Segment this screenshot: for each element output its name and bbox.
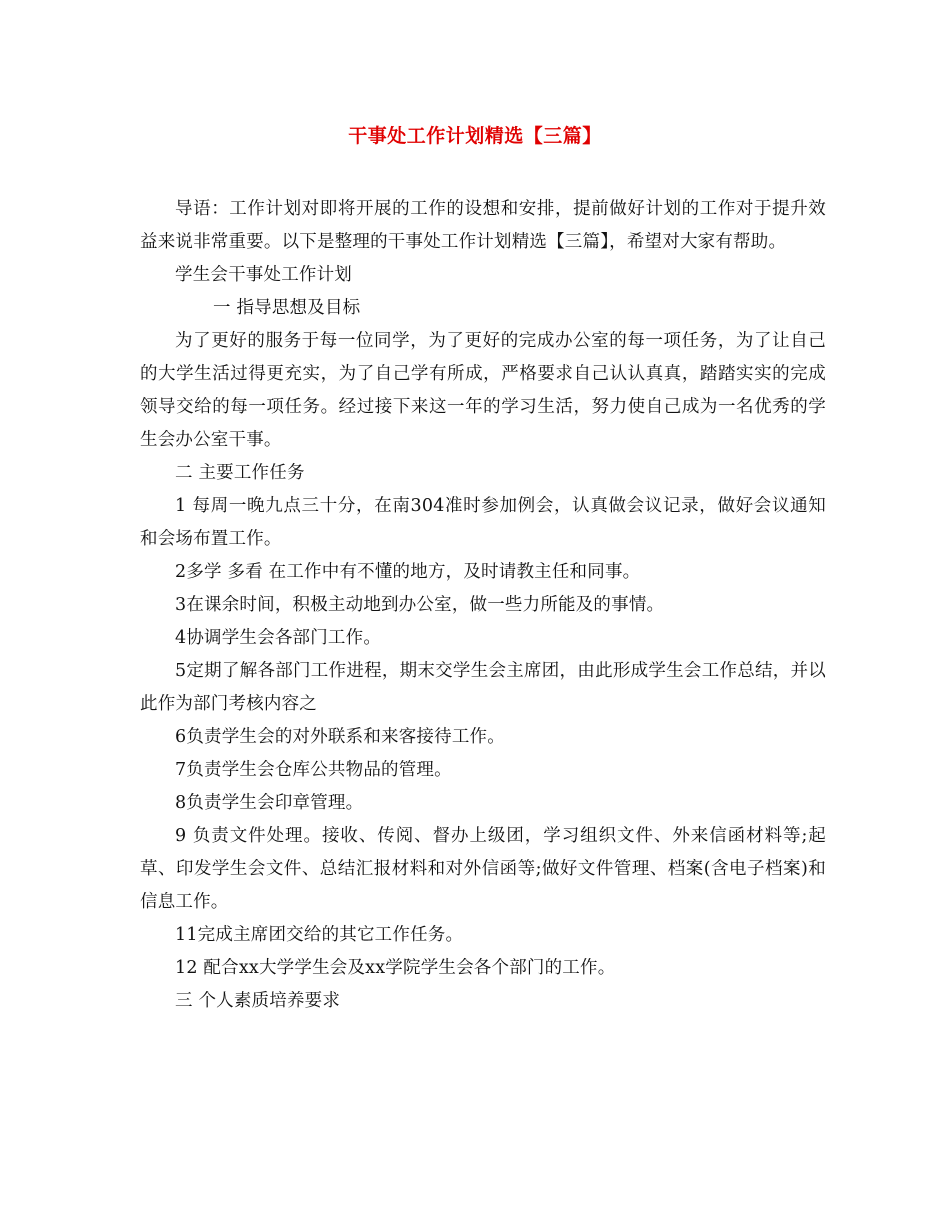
section-heading: 学生会干事处工作计划 [175,265,352,285]
list-item: 9 负责文件处理。接收、传阅、督办上级团，学习组织文件、外来信函材料等;起草、印发学生会文件、总结汇报材料和对外信函等;做好文件管理、档案(含电子档案)和信息工作。 [140,826,826,912]
paragraph-intro: 导语：工作计划对即将开展的工作的设想和安排，提前做好计划的工作对于提升效益来说非常重要。以下是整理的干事处工作计划精选【三篇】，希望对大家有帮助。 [140,199,826,252]
document-body [140,193,826,1018]
list-item: 12 配合xx大学学生会及xx学院学生会各个部门的工作。 [175,958,616,978]
subsection-heading: 一 指导思想及目标 [213,298,361,318]
list-item: 6负责学生会的对外联系和来客接待工作。 [175,727,505,747]
list-item: 11完成主席团交给的其它工作任务。 [175,925,464,945]
list-item: 3在课余时间，积极主动地到办公室，做一些力所能及的事情。 [175,595,665,615]
list-item: 5定期了解各部门工作进程，期末交学生会主席团，由此形成学生会工作总结，并以此作为部门考核内容之 [140,661,826,714]
subsection-heading: 三 个人素质培养要求 [175,991,341,1011]
list-item: 4协调学生会各部门工作。 [175,628,382,648]
paragraph: 为了更好的服务于每一位同学，为了更好的完成办公室的每一项任务，为了让自己的大学生活过得更充实，为了自己学有所成，严格要求自己认认真真，踏踏实实的完成领导交给的每一项任务。经过接下来这一年的学习生活，努力使自己成为一名优秀的学生会办公室干事。 [140,331,826,450]
list-item: 8负责学生会印章管理。 [175,793,364,813]
document-title: 干事处工作计划精选【三篇】 [348,125,602,147]
list-item: 1 每周一晚九点三十分，在南304准时参加例会，认真做会议记录，做好会议通知和会场布置工作。 [140,496,826,549]
subsection-heading: 二 主要工作任务 [175,463,305,483]
list-item: 2多学 多看 在工作中有不懂的地方，及时请教主任和同事。 [175,562,641,582]
list-item: 7负责学生会仓库公共物品的管理。 [175,760,452,780]
